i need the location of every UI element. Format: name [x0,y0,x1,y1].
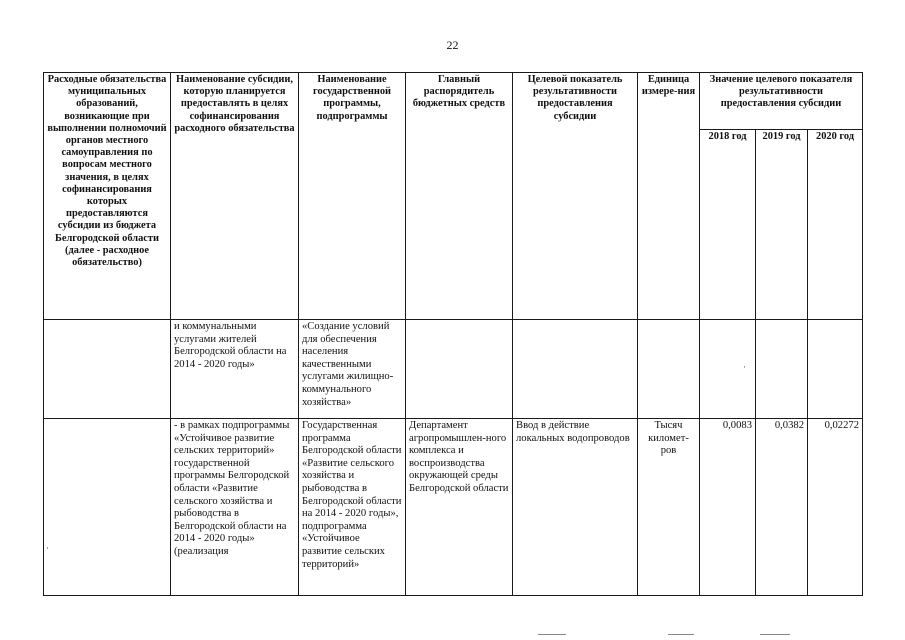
table-row [44,320,863,419]
subsidy-table [43,72,863,596]
header-target-value: Значение целевого показателя результативности предоставления субсидии [700,73,863,130]
cell-value-2018: 0,0083 [700,419,756,596]
cell-target-indicator: Ввод в действие локальных водопроводов [513,419,638,596]
table-header-row [44,73,863,130]
header-obligations: Расходные обязательства муниципальных образований, возникающие при выполнении полномочий органов местного самоуправления по вопросам местного значения, в целях софинансирования которых предоставляются субсидии из бюджета Белгородской области (далее - расходное обязательство) [44,73,171,320]
cell-unit: Тысяч километ-ров [638,419,700,596]
header-unit: Единица измере-ния [638,73,700,320]
cell-budget-manager: Департамент агропромышлен-ного комплекса и воспроизводства окружающей среды Белгородской области [406,419,513,596]
scan-mark [668,634,694,635]
cell-value-2020: 0,02272 [808,419,863,596]
header-year-2019: 2019 год [756,130,808,320]
cell-value-2020 [808,320,863,419]
cell-value-2019: 0,0382 [756,419,808,596]
page-number: 22 [446,38,459,52]
cell-unit [638,320,700,419]
cell-subsidy-name: и коммунальными услугами жителей Белгородской области на 2014 - 2020 годы» [171,320,299,419]
header-program-name: Наименование государственной программы, подпрограммы [299,73,406,320]
scan-mark [760,634,790,635]
header-budget-manager: Главный распорядитель бюджетных средств [406,73,513,320]
cell-target-indicator [513,320,638,419]
cell-program-name: Государственная программа Белгородской области «Развитие сельского хозяйства и рыбоводства в Белгородской области на 2014 - 2020 годы», подпрограмма «Устойчивое развитие сельских территорий» [299,419,406,596]
cell-subsidy-name: - в рамках подпрограммы «Устойчивое развитие сельских территорий» государственной программы Белгородской области «Развитие сельского хозяйства и рыбоводства в Белгородской области на 2014 - 2020 годы» (реализация [171,419,299,596]
header-year-2020: 2020 год [808,130,863,320]
cell-value-2018 [700,320,756,419]
header-subsidy-name: Наименование субсидии, которую планируется предоставлять в целях софинансирования расходного обязательства [171,73,299,320]
cell-obligation [44,320,171,419]
header-target-indicator: Целевой показатель результативности предоставления субсидии [513,73,638,320]
scan-speck: · [46,543,49,553]
table-row [44,419,863,596]
cell-program-name: «Создание условий для обеспечения населения качественными услугами жилищно-коммунального хозяйства» [299,320,406,419]
header-year-2018: 2018 год [700,130,756,320]
cell-budget-manager [406,320,513,419]
cell-value-2019 [756,320,808,419]
scan-speck: · [743,362,746,372]
cell-obligation [44,419,171,596]
scan-mark [538,634,566,635]
